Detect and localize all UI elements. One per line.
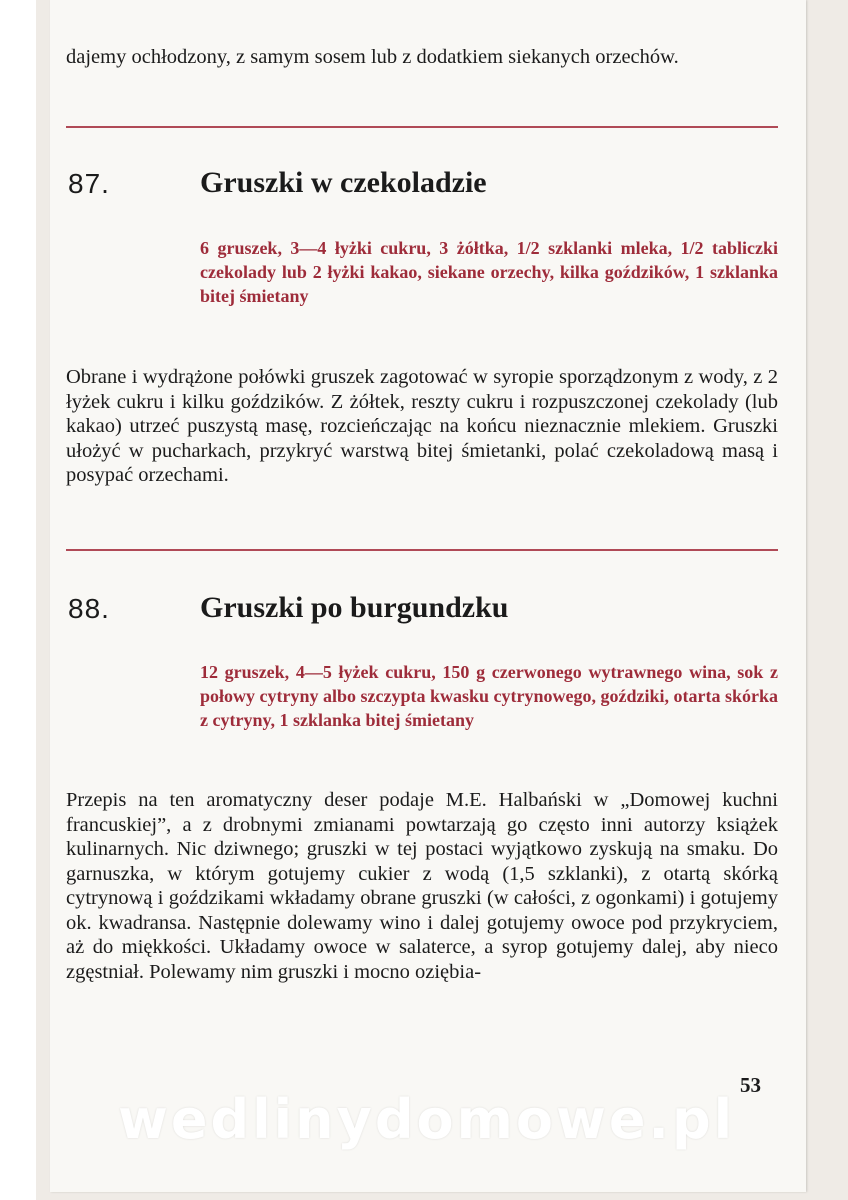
recipe-number: 87. <box>68 168 110 199</box>
recipe-number: 88. <box>68 593 110 624</box>
recipe-title: Gruszki w czekoladzie <box>200 166 487 199</box>
recipe-instructions: Obrane i wydrążone połówki gruszek zagotować w syropie sporządzonym z wody, z 2 łyżek cukru i kilku goździków. Z żółtek, reszty cukru i rozpuszczonej czekolady (lub kakao) utrzeć puszystą masę, rozcieńczając na końcu nieznacznie mlekiem. Gruszki ułożyć w pucharkach, przykryć warstwą bitej śmietanki, polać czekoladową masą i posypać orzechami. <box>66 366 778 486</box>
recipe-instructions: Przepis na ten aromatyczny deser podaje M.E. Halbański w „Domowej kuchni francuskiej”, a z drobnymi zmianami powtarzają go często inni autorzy książek kulinarnych. Nic dziwnego; gruszki w tej postaci wyjątkowo zyskują na smaku. Do garnuszka, w którym gotujemy cukier z wodą (1,5 szklanki), z otartą skórką cytrynową i goździkami wkładamy obrane gruszki (w całości, z ogonkami) i gotujemy ok. kwadransa. Następnie dolewamy wino i dalej gotujemy owoce pod przykryciem, aż do miękkości. Układamy owoce w salaterce, a syrop gotujemy dalej, aby nieco zgęstniał. Polewamy nim gruszki i mocno oziębia- <box>66 789 778 983</box>
recipe-ingredients: 6 gruszek, 3—4 łyżki cukru, 3 żółtka, 1/2 szklanki mleka, 1/2 tabliczki czekolady lub 2 łyżki kakao, siekane orzechy, kilka goździków, 1 szklanka bitej śmietany <box>200 238 778 306</box>
section-divider <box>66 126 778 128</box>
recipe-title: Gruszki po burgundzku <box>200 591 509 624</box>
section-divider <box>66 549 778 551</box>
recipe-ingredients: 12 gruszek, 4—5 łyżek cukru, 150 g czerwonego wytrawnego wina, sok z połowy cytryny albo szczypta kwasku cytrynowego, goździki, otarta skórka z cytryny, 1 szklanka bitej śmietany <box>200 662 778 730</box>
watermark: wedlinydomowe.pl <box>118 1088 736 1151</box>
intro-paragraph: dajemy ochłodzony, z samym sosem lub z dodatkiem siekanych orzechów. <box>66 46 679 68</box>
page-number: 53 <box>740 1073 761 1097</box>
